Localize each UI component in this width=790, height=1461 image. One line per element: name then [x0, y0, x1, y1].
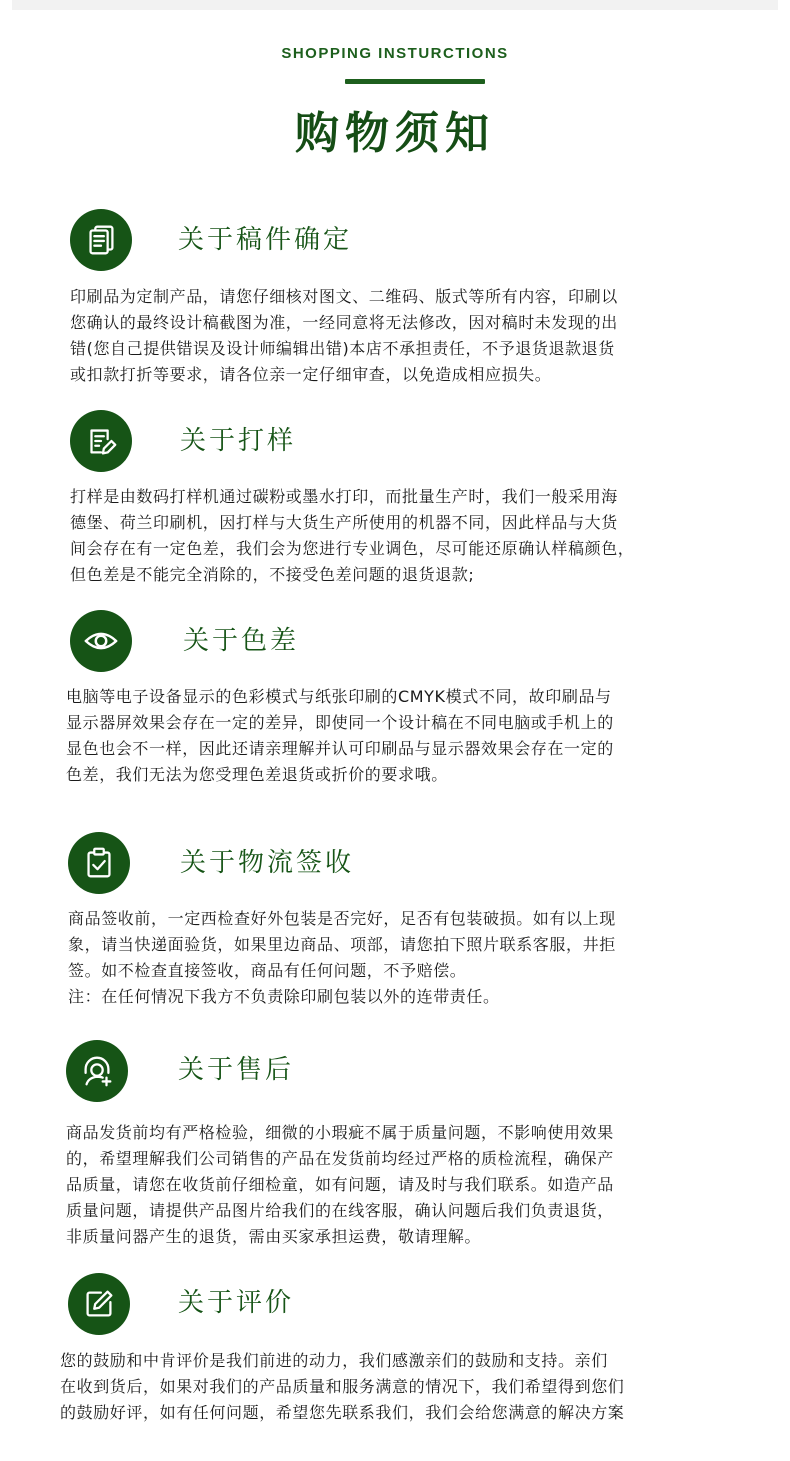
edit-document-icon [70, 410, 132, 472]
section-body-logistics: 商品签收前，一定西检查好外包装是否完好，足否有包装破损。如有以上现 象，请当快递面验货，如果里边商品、项部，请您拍下照片联系客服，井拒 签。如不检查直接签收，商品有任何问题，不予赔偿。 注：在任何情况下我方不负责除印刷包装以外的连带责任。 [68, 909, 616, 1006]
header-underline [345, 79, 485, 84]
section-title-after-sales: 关于售后 [178, 1055, 295, 1085]
section-body-proofing: 打样是由数码打样机通过碳粉或墨水打印，而批量生产时，我们一般采用海 德堡、荷兰印刷机，因打样与大货生产所使用的机器不同，因此样品与大货 间会存在有一定色差，我们会为您进行专业调色，尽可能还原确认样稿颜色， 但色差是不能完全消除的，不接受色差问题的退货退款; [70, 487, 635, 584]
top-divider-strip [12, 0, 778, 10]
pencil-square-icon [68, 1273, 130, 1335]
clipboard-check-icon [68, 832, 130, 894]
header-title-en: SHOPPING INSTURCTIONS [281, 45, 509, 62]
section-title-color-difference: 关于色差 [183, 626, 300, 656]
section-title-manuscript: 关于稿件确定 [178, 225, 353, 255]
section-title-proofing: 关于打样 [180, 426, 297, 456]
section-title-logistics: 关于物流签收 [180, 848, 355, 878]
section-body-reviews: 您的鼓励和中肯评价是我们前进的动力，我们感激亲们的鼓励和支持。亲们 在收到货后，如果对我们的产品质量和服务满意的情况下，我们希望得到您们 的鼓励好评，如有任何问题，希望您先联系我们，我们会给您满意的解决方案 [60, 1351, 625, 1422]
document-stack-icon [70, 209, 132, 271]
section-body-after-sales: 商品发货前均有严格检验，细微的小瑕疵不属于质量问题，不影响使用效果 的，希望理解我们公司销售的产品在发货前均经过严格的质检流程，确保产 品质量，请您在收货前仔细检童，如有问题，请及时与我们联系。如造产品 质量问题，请提供产品图片给我们的在线客服，确认问题后我们负责退货， 非质量问器产生的退货，需由买家承担运费，敬请理解。 [66, 1123, 614, 1246]
section-body-manuscript: 印刷品为定制产品，请您仔细核对图文、二维码、版式等所有内容，印刷以 您确认的最终设计稿截图为准，一经同意将无法修改，因对稿时未发现的出 错(您自己提供错误及设计师编辑出错)本店不承担责任，不予退货退款退货 或扣款打折等要求，请各位亲一定仔细审查，以免造成相应损失。 [70, 287, 618, 384]
page-title: 购物须知 [295, 108, 495, 159]
section-body-color-difference: 电脑等电子设备显示的色彩模式与纸张印刷的CMYK模式不同，故印刷品与 显示器屏效果会存在一定的差异，即使同一个设计稿在不同电脑或手机上的 显色也会不一样，因此还请亲理解并认可印刷品与显示器效果会存在一定的 色差，我们无法为您受理色差退货或折价的要求哦。 [66, 687, 614, 784]
eye-icon [70, 610, 132, 672]
section-title-reviews: 关于评价 [178, 1288, 295, 1318]
customer-service-icon [66, 1040, 128, 1102]
